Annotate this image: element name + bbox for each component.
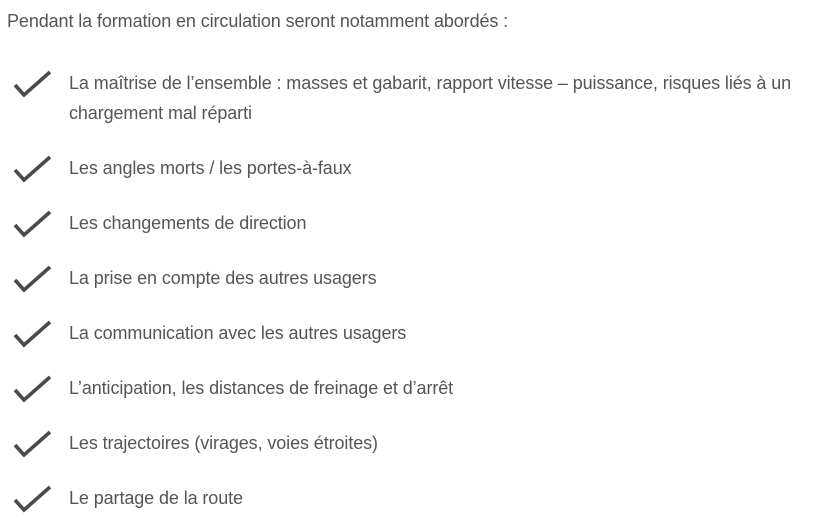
check-icon xyxy=(13,375,53,405)
list-item-label: La communication avec les autres usagers xyxy=(69,323,407,343)
check-icon xyxy=(13,320,53,350)
check-icon xyxy=(13,70,53,100)
list-item-label: Le partage de la route xyxy=(69,488,243,508)
list-item-label: Les trajectoires (virages, voies étroites) xyxy=(69,433,378,453)
check-icon xyxy=(13,265,53,295)
list-item-label: Les angles morts / les portes-à-faux xyxy=(69,158,352,178)
check-icon xyxy=(13,155,53,185)
list-item-label: Les changements de direction xyxy=(69,213,307,233)
check-icon xyxy=(13,430,53,460)
list-item-label: La prise en compte des autres usagers xyxy=(69,268,377,288)
intro-text: Pendant la formation en circulation seront notamment abordés : xyxy=(7,11,509,31)
check-icon xyxy=(13,210,53,240)
list-item-label: L’anticipation, les distances de freinage et d’arrêt xyxy=(69,378,454,398)
check-icon xyxy=(13,485,53,515)
list-item-label: La maîtrise de l’ensemble : masses et gabarit, rapport vitesse – puissance, risques liés à un chargement mal réparti xyxy=(69,73,792,123)
